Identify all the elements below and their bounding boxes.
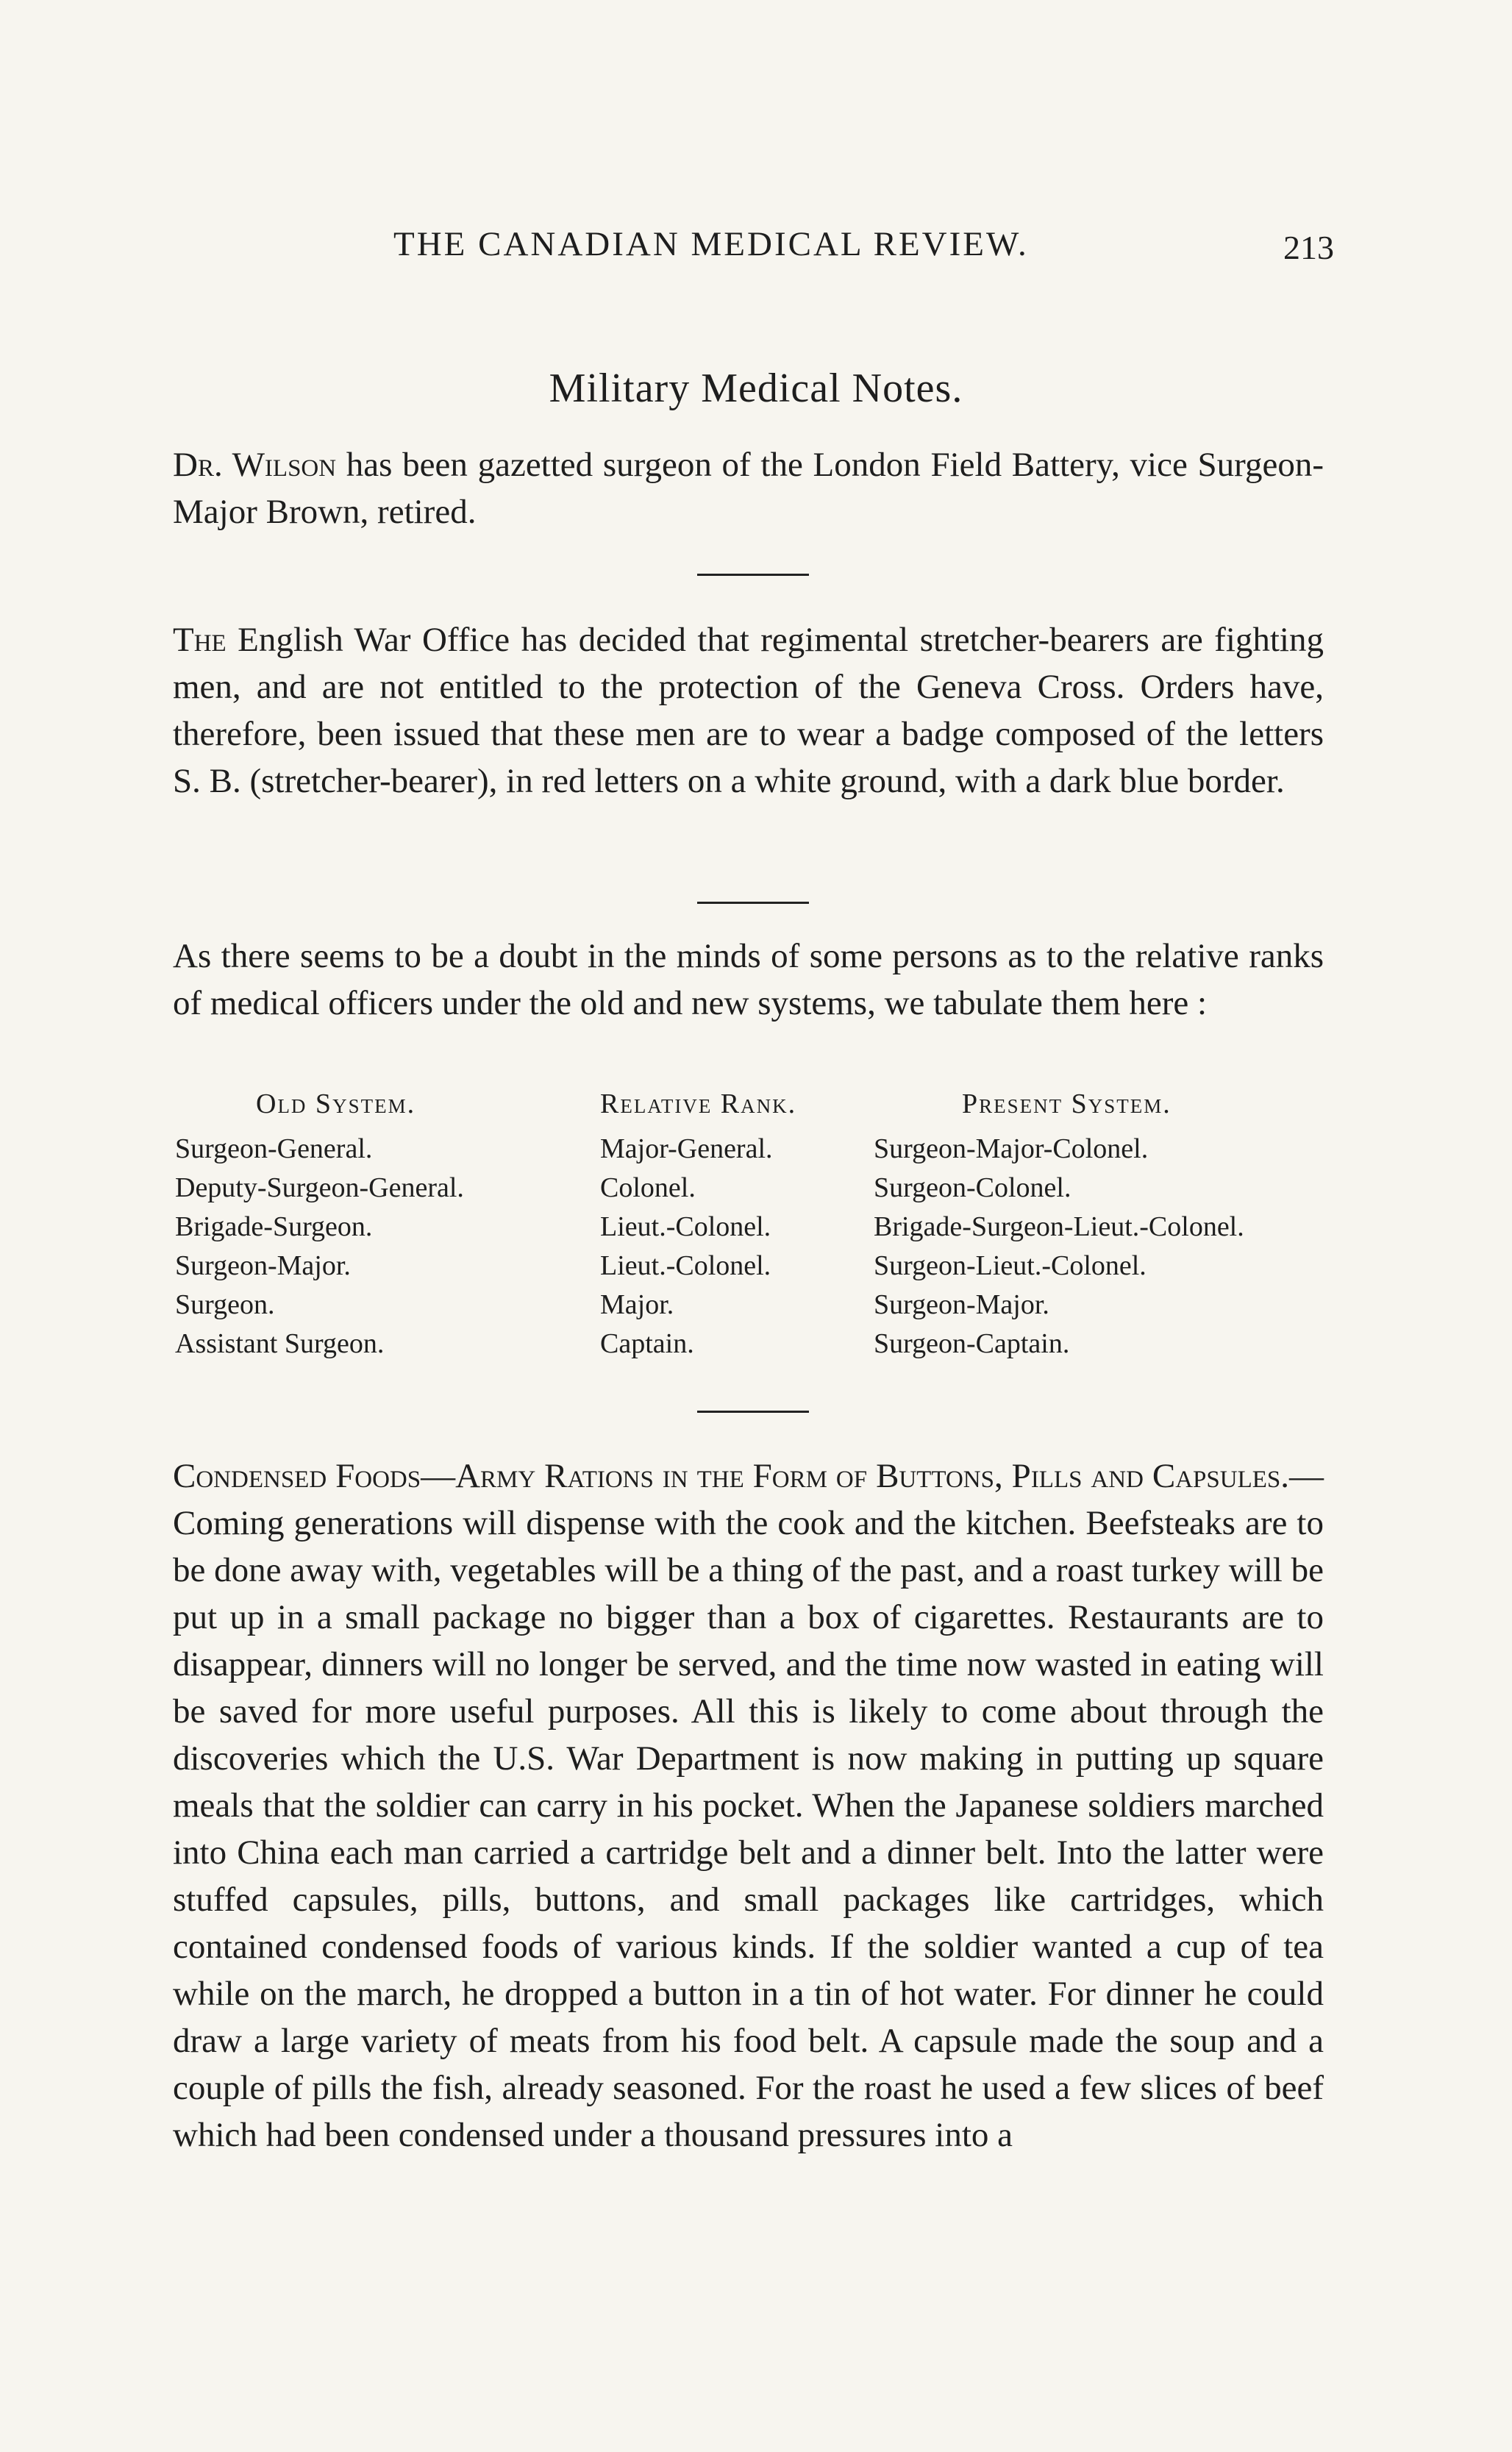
- table-cell: Lieut.-Colonel.: [600, 1211, 771, 1242]
- column-header-present: Present System.: [962, 1088, 1172, 1119]
- table-cell: Lieut.-Colonel.: [600, 1250, 771, 1281]
- column-present-system: [874, 1085, 1344, 1364]
- table-cell: Deputy-Surgeon-General.: [175, 1172, 464, 1203]
- table-cell: Surgeon-Major.: [874, 1289, 1049, 1320]
- table-cell: Surgeon-Lieut.-Colonel.: [874, 1250, 1147, 1281]
- note-wilson: [173, 441, 1324, 535]
- running-head: THE CANADIAN MEDICAL REVIEW.: [393, 225, 1029, 263]
- condensed-foods-heading: Condensed Foods—Army Rations in the Form of Buttons, Pills and Capsules.: [173, 1457, 1289, 1495]
- note-stretcher-text: English War Office has decided that regimental stretcher-bearers are fighting men, and are not entitled to the protection of the Geneva Cross. Orders have, therefore, been issued that these men are to wear a badge composed of the letters S. B. (stretcher-bearer), in red letters on a white ground, with a dark blue border.: [173, 621, 1324, 800]
- table-cell: Assistant Surgeon.: [175, 1328, 385, 1359]
- column-header-relative: Relative Rank.: [600, 1088, 797, 1119]
- table-cell: Captain.: [600, 1328, 694, 1359]
- column-header-old: Old System.: [256, 1088, 416, 1119]
- table-cell: Brigade-Surgeon.: [175, 1211, 373, 1242]
- condensed-foods-text: —Coming generations will dispense with the cook and the kitchen. Beefsteaks are to be done away with, vegetables will be a thing of the past, and a roast turkey will be put up in a small package no bigger than a box of cigarettes. Restaurants are to disappear, dinners will no longer be served, and the time now wasted in eating will be saved for more useful purposes. All this is likely to come about through the discoveries which the U.S. War Department is now making in putting up square meals that the soldier can carry in his pocket. When the Japanese soldiers marched into China each man carried a cartridge belt and a dinner belt. Into the latter were stuffed capsules, pills, buttons, and small packages like cartridges, which contained condensed foods of various kinds. If the soldier wanted a cup of tea while on the march, he dropped a button in a tin of hot water. For dinner he could draw a large variety of meats from his food belt. A capsule made the soup and a couple of pills the fish, already seasoned. For the roast he used a few slices of beef which had been condensed under a thousand pressures into a: [173, 1457, 1324, 2154]
- note-stretcher-bearers: [173, 616, 1324, 805]
- page-number: 213: [1283, 229, 1334, 266]
- table-cell: Colonel.: [600, 1172, 696, 1203]
- column-relative-rank: [600, 1085, 865, 1364]
- note-wilson-lead: Dr. Wilson: [173, 446, 337, 484]
- table-cell: Surgeon.: [175, 1289, 275, 1320]
- column-old-system: [175, 1085, 572, 1364]
- note-wilson-text: has been gazetted surgeon of the London Field Battery, vice Surgeon-Major Brown, retired.: [173, 446, 1324, 531]
- separator-rule: [697, 1411, 809, 1413]
- section-title: Military Medical Notes.: [549, 366, 963, 411]
- table-cell: Surgeon-Major-Colonel.: [874, 1133, 1149, 1164]
- table-cell: Major.: [600, 1289, 674, 1320]
- note-condensed-foods: [173, 1453, 1324, 2159]
- table-cell: Major-General.: [600, 1133, 773, 1164]
- table-cell: Surgeon-General.: [175, 1133, 373, 1164]
- table-cell: Surgeon-Colonel.: [874, 1172, 1071, 1203]
- separator-rule: [697, 574, 809, 576]
- table-cell: Brigade-Surgeon-Lieut.-Colonel.: [874, 1211, 1244, 1242]
- table-cell: Surgeon-Major.: [175, 1250, 351, 1281]
- note-stretcher-lead: The: [173, 621, 227, 659]
- separator-rule: [697, 902, 809, 904]
- note-ranks-intro: As there seems to be a doubt in the minds of some persons as to the relative ranks of medical officers under the old and new systems, we tabulate them here :: [173, 937, 1324, 1022]
- table-cell: Surgeon-Captain.: [874, 1328, 1070, 1359]
